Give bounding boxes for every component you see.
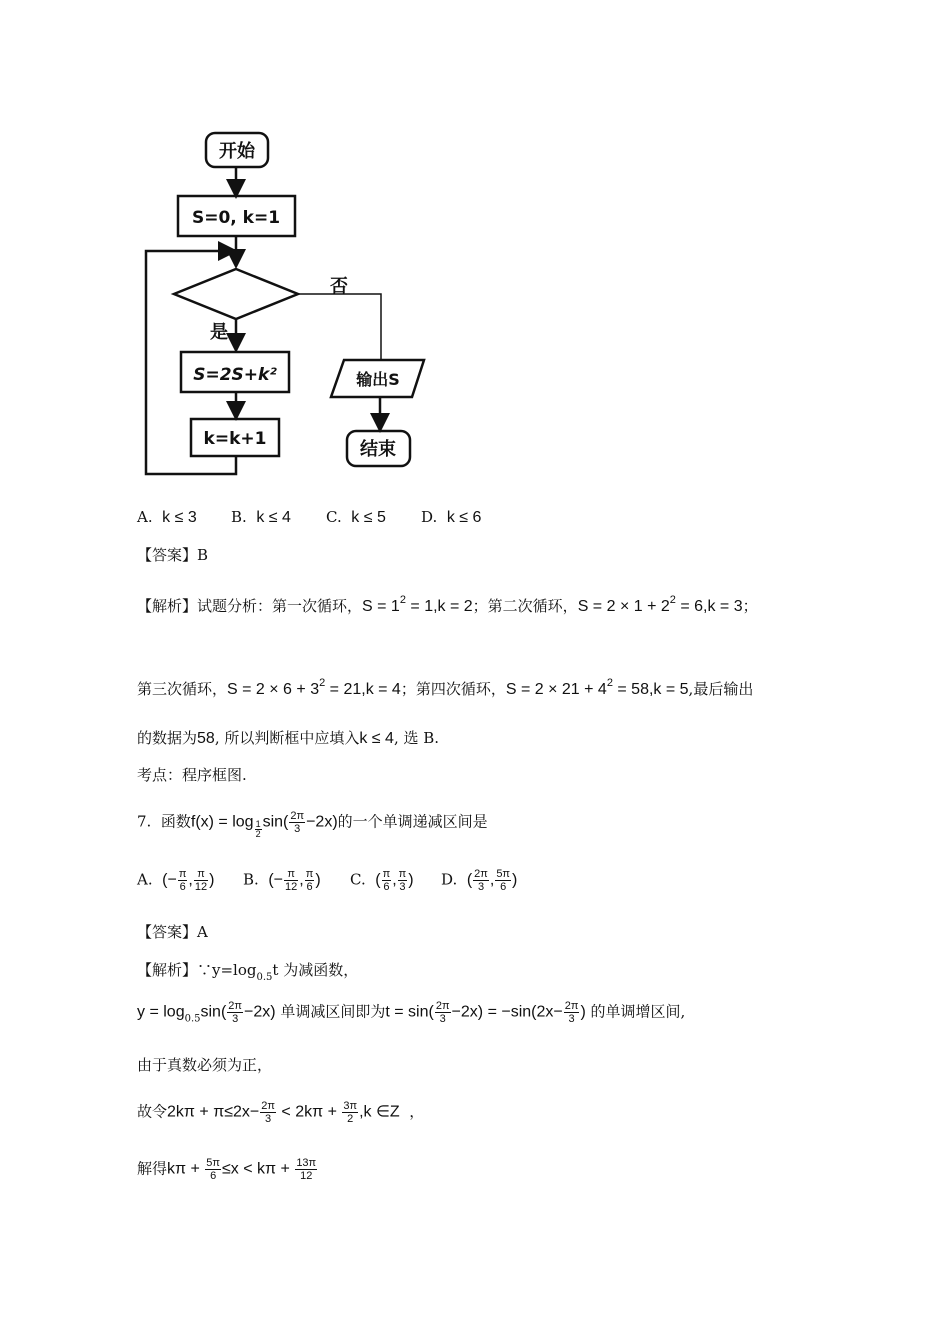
init-label: S=0, k=1 (191, 208, 281, 228)
q6-kaodian: 考点：程序框图. (137, 766, 247, 784)
q7-analysis-line3: 由于真数必须为正， (137, 1056, 273, 1074)
q7-analysis-line1: 【解析】$\because y=\log_{0.5}t$ 为减函数， (137, 961, 359, 983)
q7-option-b: B. (− $\frac{\pi}{12}$ , $\frac{\pi}{6}$ ) (243, 868, 321, 893)
q7-answer: 【答案】A (137, 923, 208, 941)
q6-option-d: D. k ≤ 6 (421, 508, 482, 526)
q7-stem: 7. 函数f(x) = log $\frac{1}{2}$ sin( $\frac{2\pi}{3}$ −2x)的一个单调递减区间是 (137, 810, 488, 839)
q6-answer: 【答案】B (137, 546, 209, 564)
q6-analysis-line1: 【解析】试题分析：第一次循环，$S = 1^2 = 1,k = 2$；第二次循环，$S = 2 \times 1 + 2^2 = 6,k = 3$； (137, 594, 758, 615)
output-label: 输出S (356, 370, 400, 389)
q6-option-c: C. k ≤ 5 (326, 508, 386, 526)
q6-conclusion: 的数据为58, 所以判断框中应填入k ≤ 4, 选 B. (137, 729, 440, 747)
start-label: 开始 (219, 141, 255, 162)
yes-label: 是 (210, 322, 228, 343)
q6-option-b: B. k ≤ 4 (231, 508, 291, 526)
q7-analysis-line4: 故令2kπ + π≤2x− $\frac{2\pi}{3}$ < 2kπ + $\frac{3\pi}{2}$ ,k ∈Z ， (137, 1100, 425, 1125)
q6-analysis-line2: 第三次循环，$S = 2 \times 6 + 3^2 = 21,k = 4$；第四次循环，$S = 2 \times 21 + 4^2 = 58,k = 5$,最后输出 (137, 677, 754, 698)
program-flowchart (0, 0, 950, 500)
process-label: S=2S+k² (193, 365, 277, 385)
q7-analysis-line2: $y = \log_{0.5}\sin$( $\frac{2\pi}{3}$ −2x) 单调减区间即为t = sin( $\frac{2\pi}{3}$ −2x) = −sin(2x− $\frac{2\pi}{3}$ ) 的单调增区间, (137, 1000, 686, 1025)
increment-label: k=k+1 (203, 429, 267, 449)
end-label: 结束 (360, 439, 396, 460)
q7-option-d: D. ( $\frac{2\pi}{3}$ , $\frac{5\pi}{6}$ ) (441, 868, 518, 893)
fraction: $\frac{2\pi}{3}$ (290, 810, 305, 835)
q7-options (137, 868, 737, 898)
q7-option-a: A. (− $\frac{\pi}{6}$ , $\frac{\pi}{12}$ ) (137, 868, 215, 893)
no-label: 否 (330, 276, 348, 297)
q7-option-c: C. ( $\frac{\pi}{6}$ , $\frac{\pi}{3}$ ) (350, 868, 414, 893)
decision-diamond (174, 269, 298, 319)
log-base-fraction: $\frac{1}{2}$ (255, 818, 261, 839)
q7-analysis-line5: 解得kπ + $\frac{5\pi}{6}$ ≤x < kπ + $\frac{13\pi}{12}$ (137, 1157, 317, 1182)
q6-option-a: A. k ≤ 3 (137, 508, 197, 526)
